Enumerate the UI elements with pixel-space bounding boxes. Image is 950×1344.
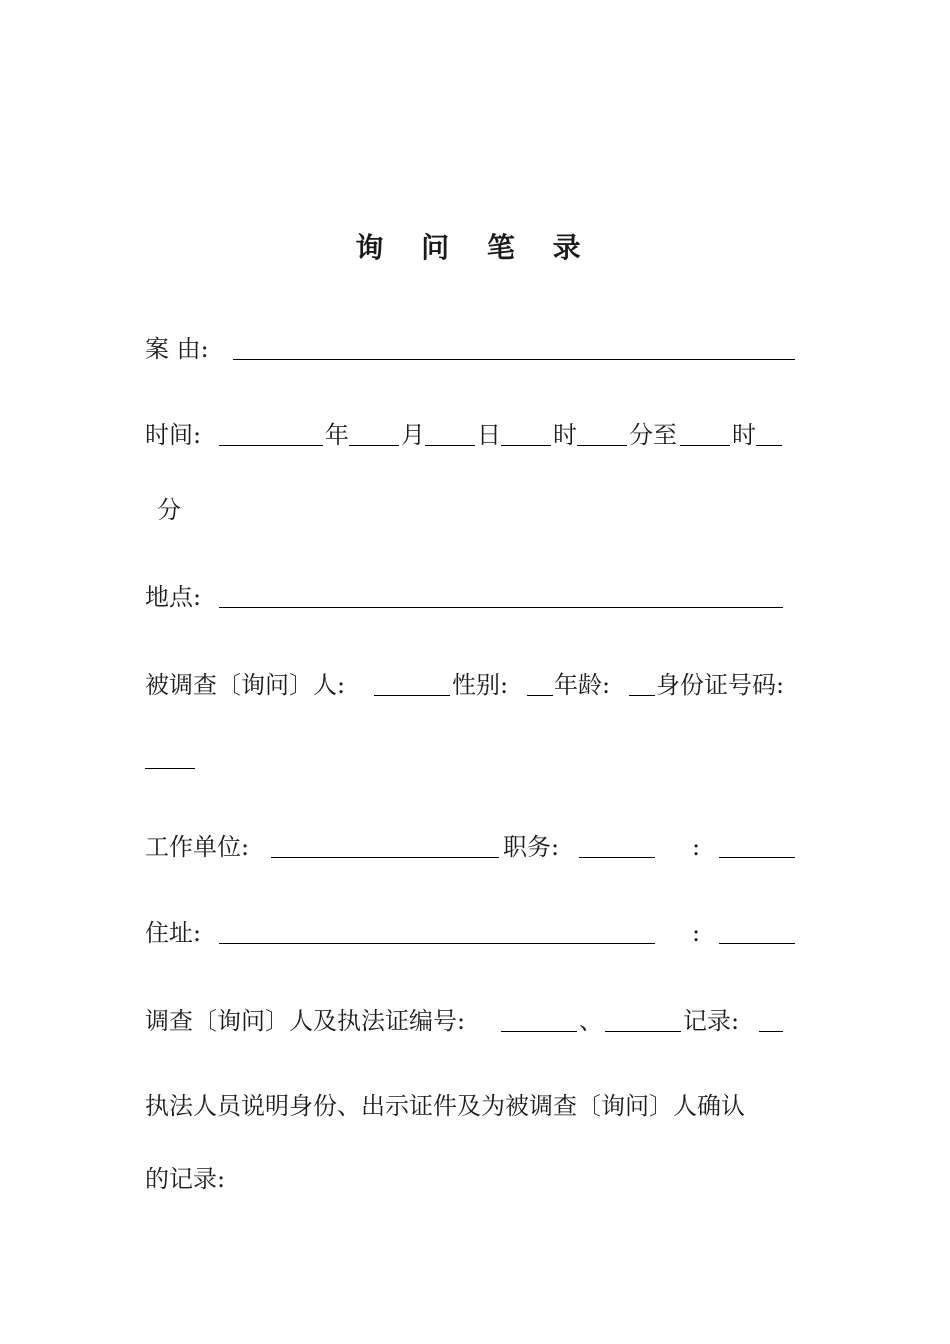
month-field[interactable] [349, 445, 399, 446]
hour2-label: 时 [732, 421, 756, 449]
investigators-label: 调查〔询问〕人及执法证编号: [145, 1007, 466, 1035]
position-field[interactable] [579, 857, 655, 858]
hour2-field[interactable] [680, 445, 730, 446]
work-row [145, 830, 805, 864]
work-unit-label: 工作单位: [145, 833, 250, 861]
address-extra-field[interactable] [719, 943, 795, 944]
work-extra-field[interactable] [719, 857, 795, 858]
case-label: 案 由: [145, 335, 209, 363]
time-row-continued [145, 493, 245, 527]
recorder-field[interactable] [759, 1031, 783, 1032]
case-row [145, 332, 805, 366]
address-label: 住址: [145, 919, 202, 947]
minute2-label: 分 [157, 496, 181, 524]
day-label: 日 [477, 421, 501, 449]
respondent-row [145, 668, 805, 702]
time-label: 时间: [145, 421, 202, 449]
place-row [145, 580, 805, 614]
hour-label: 时 [553, 421, 577, 449]
investigators-row [145, 1004, 805, 1038]
hour-field[interactable] [501, 445, 551, 446]
recorder-label: 记录: [683, 1007, 740, 1035]
age-field[interactable] [629, 695, 655, 696]
gender-field[interactable] [527, 695, 553, 696]
statement-text-2: 的记录: [145, 1165, 226, 1193]
respondent-field[interactable] [374, 695, 450, 696]
minute-to-label: 分至 [629, 421, 677, 449]
investigators-separator: 、 [579, 1007, 603, 1035]
id-number-label: 身份证号码: [656, 671, 785, 699]
age-label: 年龄: [554, 671, 611, 699]
time-row [145, 418, 805, 452]
minute-field[interactable] [577, 445, 627, 446]
position-label: 职务: [503, 833, 560, 861]
work-unit-field[interactable] [271, 857, 499, 858]
gender-label: 性别: [452, 671, 509, 699]
work-extra-colon: : [692, 833, 701, 861]
month-label: 月 [401, 421, 425, 449]
place-label: 地点: [145, 583, 202, 611]
place-field[interactable] [219, 607, 783, 608]
address-field[interactable] [219, 943, 655, 944]
day-field[interactable] [425, 445, 475, 446]
respondent-label: 被调查〔询问〕人: [145, 671, 346, 699]
investigator2-field[interactable] [605, 1031, 681, 1032]
minute2-field[interactable] [756, 445, 782, 446]
statement-line-1 [145, 1089, 805, 1123]
investigator1-field[interactable] [501, 1031, 577, 1032]
statement-line-2 [145, 1162, 805, 1196]
id-number-field[interactable] [145, 768, 195, 769]
statement-text-1: 执法人员说明身份、出示证件及为被调查〔询问〕人确认 [145, 1092, 745, 1120]
respondent-row-continued [145, 751, 245, 785]
address-row [145, 916, 805, 950]
address-extra-colon: : [692, 919, 701, 947]
year-field[interactable] [219, 445, 323, 446]
year-label: 年 [325, 421, 349, 449]
page-title: 询 问 笔 录 [355, 231, 595, 264]
case-field[interactable] [233, 359, 795, 360]
